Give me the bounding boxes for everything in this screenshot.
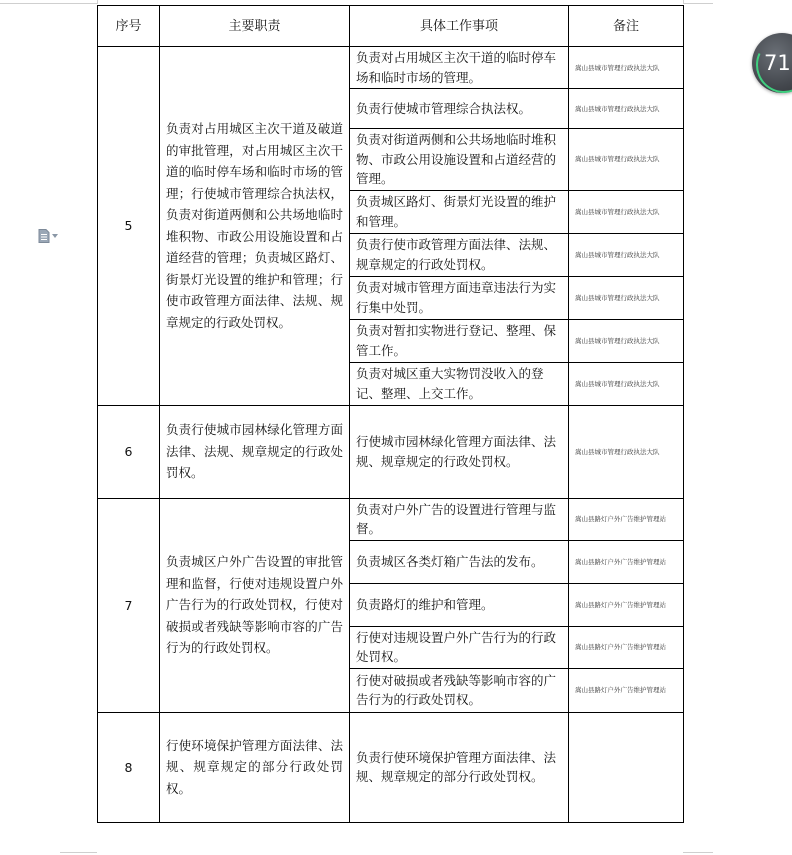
serial-number-cell: 5 — [98, 47, 160, 406]
page-corner-mark-bottom-right-h — [683, 852, 713, 853]
header-serial-number: 序号 — [98, 6, 160, 47]
chevron-down-icon — [52, 234, 58, 238]
table-row — [98, 47, 684, 89]
remarks-cell: 嵩山县路灯户外广告维护管理站 — [569, 540, 684, 583]
page-corner-mark-top-left-v — [97, 0, 98, 4]
remarks-cell: 嵩山县城市管理行政执法大队 — [569, 47, 684, 89]
page-corner-mark-bottom-left-h — [60, 852, 97, 853]
zoom-level-badge[interactable]: 71 — [752, 33, 792, 93]
page-corner-mark-top-left-h — [0, 3, 97, 4]
work-item-cell: 负责对街道两侧和公共场地临时堆积物、市政公用设施设置和占道经营的管理。 — [350, 129, 569, 191]
work-item-cell: 负责对暂扣实物进行登记、整理、保管工作。 — [350, 319, 569, 362]
remarks-cell: 嵩山县路灯户外广告维护管理站 — [569, 583, 684, 626]
remarks-cell: 嵩山县城市管理行政执法大队 — [569, 89, 684, 129]
header-main-duty: 主要职责 — [160, 6, 350, 47]
document-icon — [38, 229, 50, 243]
remarks-cell: 嵩山县城市管理行政执法大队 — [569, 233, 684, 276]
work-item-cell: 行使城市园林绿化管理方面法律、法规、规章规定的行政处罚权。 — [350, 405, 569, 498]
main-duty-cell: 负责城区户外广告设置的审批管理和监督，行使对违规设置户外广告行为的行政处罚权，行使对破损或者残缺等影响市容的广告行为的行政处罚权。 — [160, 498, 350, 712]
main-duty-cell: 负责行使城市园林绿化管理方面法律、法规、规章规定的行政处罚权。 — [160, 405, 350, 498]
table-row — [98, 498, 684, 540]
work-item-cell: 行使对违规设置户外广告行为的行政处罚权。 — [350, 626, 569, 668]
serial-number-cell: 7 — [98, 498, 160, 712]
work-item-cell: 负责路灯的维护和管理。 — [350, 583, 569, 626]
duty-table — [97, 5, 684, 823]
remarks-cell: 嵩山县城市管理行政执法大队 — [569, 129, 684, 191]
document-menu-button[interactable] — [38, 228, 64, 244]
remarks-cell — [569, 712, 684, 822]
work-item-cell: 负责城区路灯、街景灯光设置的维护和管理。 — [350, 190, 569, 233]
work-item-cell: 负责行使城市管理综合执法权。 — [350, 89, 569, 129]
work-item-cell: 负责对占用城区主次干道的临时停车场和临时市场的管理。 — [350, 47, 569, 89]
serial-number-cell: 8 — [98, 712, 160, 822]
page-corner-mark-top-right-h — [683, 3, 713, 4]
remarks-cell: 嵩山县路灯户外广告维护管理站 — [569, 668, 684, 712]
header-work-items: 具体工作事项 — [350, 6, 569, 47]
remarks-cell: 嵩山县城市管理行政执法大队 — [569, 405, 684, 498]
main-duty-cell: 负责对占用城区主次干道及破道的审批管理，对占用城区主次干道的临时停车场和临时市场的管理；行使城市管理综合执法权，负责对街道两侧和公共场地临时堆积物、市政公用设施设置和占道经营的管理；负责城区路灯、街景灯光设置的维护和管理；行使市政管理方面法律、法规、规章规定的行政处罚权。 — [160, 47, 350, 406]
remarks-cell: 嵩山县城市管理行政执法大队 — [569, 319, 684, 362]
table-header-row — [98, 6, 684, 47]
remarks-cell: 嵩山县城市管理行政执法大队 — [569, 276, 684, 319]
remarks-cell: 嵩山县城市管理行政执法大队 — [569, 190, 684, 233]
remarks-cell: 嵩山县路灯户外广告维护管理站 — [569, 498, 684, 540]
work-item-cell: 负责行使市政管理方面法律、法规、规章规定的行政处罚权。 — [350, 233, 569, 276]
work-item-cell: 负责对户外广告的设置进行管理与监督。 — [350, 498, 569, 540]
main-duty-cell: 行使环境保护管理方面法律、法规、规章规定的部分行政处罚权。 — [160, 712, 350, 822]
work-item-cell: 负责对城区重大实物罚没收入的登记、整理、上交工作。 — [350, 362, 569, 405]
work-item-cell: 负责行使环境保护管理方面法律、法规、规章规定的部分行政处罚权。 — [350, 712, 569, 822]
table-row — [98, 405, 684, 498]
work-item-cell: 行使对破损或者残缺等影响市容的广告行为的行政处罚权。 — [350, 668, 569, 712]
remarks-cell: 嵩山县城市管理行政执法大队 — [569, 362, 684, 405]
work-item-cell: 负责对城市管理方面违章违法行为实行集中处罚。 — [350, 276, 569, 319]
work-item-cell: 负责城区各类灯箱广告法的发布。 — [350, 540, 569, 583]
table-row — [98, 712, 684, 822]
header-remarks: 备注 — [569, 6, 684, 47]
page-corner-mark-top-right-v — [683, 0, 684, 4]
serial-number-cell: 6 — [98, 405, 160, 498]
remarks-cell: 嵩山县路灯户外广告维护管理站 — [569, 626, 684, 668]
